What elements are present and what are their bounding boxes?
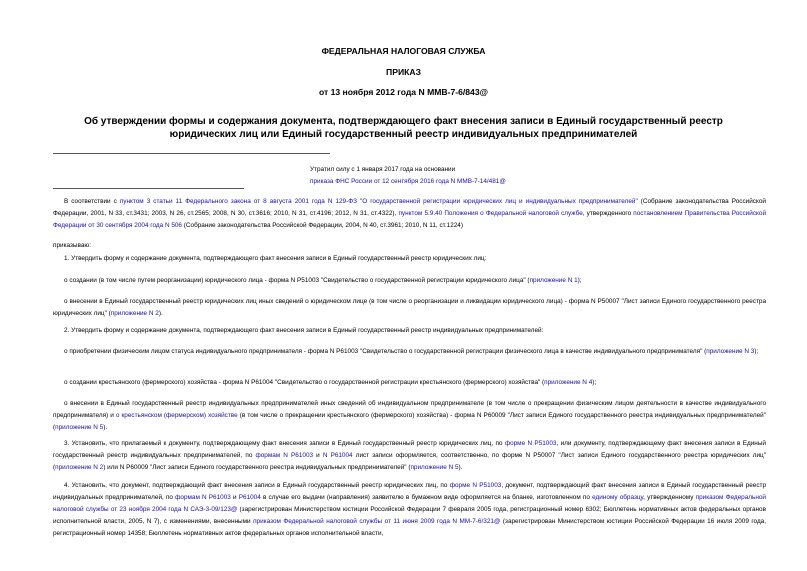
- item-2-text: 2. Утвердить форму и содержание документа, подтверждающего факт внесения записи в Единый государственный реестр индивидуальных предпринимателей:: [64, 327, 544, 334]
- item-4-paragraph: 4. Установить, что документ, подтверждающий факт внесения записи в Единый государственный реестр юридических лиц, по форме N Р51003, документ, подтверждающий факт внесения записи в Единый государственный реестр индивидуальных предпринимателей, по формам N Р61003 и Р61004 в случае его выдачи (направления) заявителю в бумажном виде оформляется на бланке, изготовленном по единому образцу, утвержденному приказом Федеральной налоговой службы от 23 ноября 2004 года N САЭ-3-09/123@ (зарегистрирован Министерством юстиции Российской Федерации 7 февраля 2005 года, регистрационный номер 6302; Бюллетень нормативных актов федеральных органов исполнительной власти, 2005, N 7), с изменениями, внесенными приказом Федеральной налоговой службы от 11 июня 2009 года N ММ-7-6/321@ (зарегистрирован Министерством юстиции Российской Федерации 16 июля 2009 года, регистрационный номер 14358; Бюллетень нормативных актов федеральных органов исполнительной власти,: [53, 482, 767, 537]
- intro-paragraph: В соответствии с пунктом 3 статьи 11 Федерального закона от 8 августа 2001 года N 129-ФЗ "О государственной регистрации юридических лиц и индивидуальных предпринимателей" (Собрание законодательства Российской Федерации, 2001, N 33, ст.3431; 2003, N 26, ст.2565; 2008, N 30, ст.3616; 2010, N 31, ст.4196; 2012, N 31, ст.4322), пунктом 5.9.40 Положения о Федеральной налоговой службе, утвержденного постановлением Правительства Российской Федерации от 30 сентября 2004 года N 506 (Собрание законодательства Российской Федерации, 2004, N 40, ст.3961; 2010, N 11, ст.1224): [53, 198, 767, 229]
- appendix-5-link[interactable]: приложение N 5: [410, 464, 459, 471]
- uniform-sample-link[interactable]: единому образцу: [592, 494, 644, 501]
- form-p61004-link[interactable]: N Р61004: [322, 452, 353, 459]
- separator-line: [53, 153, 330, 154]
- separator-line-short: [53, 188, 244, 189]
- item-2c-paragraph: о внесении в Единый государственный реестр индивидуальных предпринимателей иных сведений об индивидуальном предпринимателе (в том числе о прекращении физическим лицом деятельности в качестве индивидуального предпринимателя) и о крестьянском (фермерском) хозяйстве (в том числе о прекращении крестьянского (фермерского) хозяйства) - форма N Р60009 "Лист записи Единого государственного реестра индивидуальных предпринимателей" (приложение N 5).: [53, 400, 766, 431]
- item-2a-paragraph: о приобретении физическим лицом статуса индивидуального предпринимателя - форма N Р61003 "Свидетельство о государственной регистрации физического лица в качестве индивидуального предпринимателя" (приложение N 3);: [64, 348, 759, 355]
- appendix-3-link[interactable]: приложение N 3: [706, 348, 755, 355]
- item-3-paragraph: 3. Установить, что прилагаемый к документу, подтверждающему факт внесения записи в Единый государственный реестр юридических лиц, по форме N Р51003, или документу, подтверждающему факт внесения записи в Единый государственный реестр индивидуальных предпринимателей, по формам N Р61003 и N Р61004 лист записи оформляется, соответственно, по форме N Р50007 "Лист записи Единого государственного реестра юридических лиц" (приложение N 2) или N Р60009 "Лист записи Единого государственного реестра индивидуальных предпринимателей" (приложение N 5).: [53, 440, 766, 471]
- form-p51003-link[interactable]: форме N Р51003: [504, 440, 557, 447]
- item-1b-paragraph: о внесении в Единый государственный реестр юридических лиц иных сведений о юридическом лице (в том числе о реорганизации и ликвидации юридического лица) - форма N Р50007 "Лист записи Единого государственного реестра юридических лиц" (приложение N 2).: [53, 298, 766, 317]
- form-p61003-link[interactable]: формам N Р61003: [175, 494, 231, 501]
- document-title: Об утверждении формы и содержания документа, подтверждающего факт внесения записи в Единый государственный реестр юридических лиц или Единый государственный реестр индивидуальных предпринимателей: [84, 116, 723, 140]
- repeal-order-link[interactable]: приказа ФНС России от 12 сентября 2016 года N ММВ-7-14/481@: [310, 178, 506, 185]
- order-date-number: от 13 ноября 2012 года N ММВ-7-6/843@: [318, 87, 488, 97]
- item-1a-paragraph: о создании (в том числе путем реорганизации) юридического лица - форма N Р51003 "Свидетельство о государственной регистрации юридического лица" (приложение N 1);: [64, 277, 582, 284]
- item-1-text: 1. Утвердить форму и содержание документа, подтверждающего факт внесения записи в Единый государственный реестр юридических лиц:: [64, 255, 487, 262]
- appendix-1-link[interactable]: приложение N 1: [529, 277, 578, 284]
- order-word: приказываю:: [53, 242, 91, 249]
- government-resolution-link[interactable]: постановлением Правительства Российской Федерации от 30 сентября 2004 года N 506: [53, 210, 767, 229]
- fns-order-2004-link[interactable]: приказом Федеральной налоговой службы от 23 ноября 2004 года N САЭ-3-09/123@: [53, 494, 766, 513]
- doc-type-heading: ПРИКАЗ: [386, 67, 421, 77]
- appendix-2-link[interactable]: приложение N 2: [110, 310, 159, 317]
- agency-heading: ФЕДЕРАЛЬНАЯ НАЛОГОВАЯ СЛУЖБА: [321, 46, 486, 56]
- repeal-note: [310, 164, 750, 188]
- form-p61004-link[interactable]: Р61004: [238, 494, 261, 501]
- form-p61003-link[interactable]: формам N Р61003: [255, 452, 314, 459]
- appendix-4-link[interactable]: приложение N 4: [544, 379, 593, 386]
- form-p51003-link[interactable]: форме N Р51003: [449, 482, 502, 489]
- appendix-2-link[interactable]: приложение N 2: [55, 464, 104, 471]
- farm-household-link[interactable]: о крестьянском (фермерском) хозяйстве: [115, 412, 238, 419]
- repeal-note-text: Утратил силу с 1 января 2017 года на основании: [310, 166, 456, 173]
- fns-order-2009-link[interactable]: приказом Федеральной налоговой службы от 11 июня 2009 года N ММ-7-6/321@: [253, 518, 501, 525]
- appendix-5-link[interactable]: приложение N 5: [55, 424, 104, 431]
- regulation-point-link[interactable]: пунктом 5.9.40 Положения о Федеральной налоговой службе: [398, 210, 583, 217]
- item-2b-paragraph: о создании крестьянского (фермерского) хозяйства - форма N Р61004 "Свидетельство о государственной регистрации крестьянского (фермерского) хозяйства" (приложение N 4);: [64, 379, 597, 386]
- law-129-link[interactable]: пунктом 3 статьи 11 Федерального закона от 8 августа 2001 года N 129-ФЗ "О государственной регистрации юридических лиц и индивидуальных предпринимателей": [119, 198, 638, 205]
